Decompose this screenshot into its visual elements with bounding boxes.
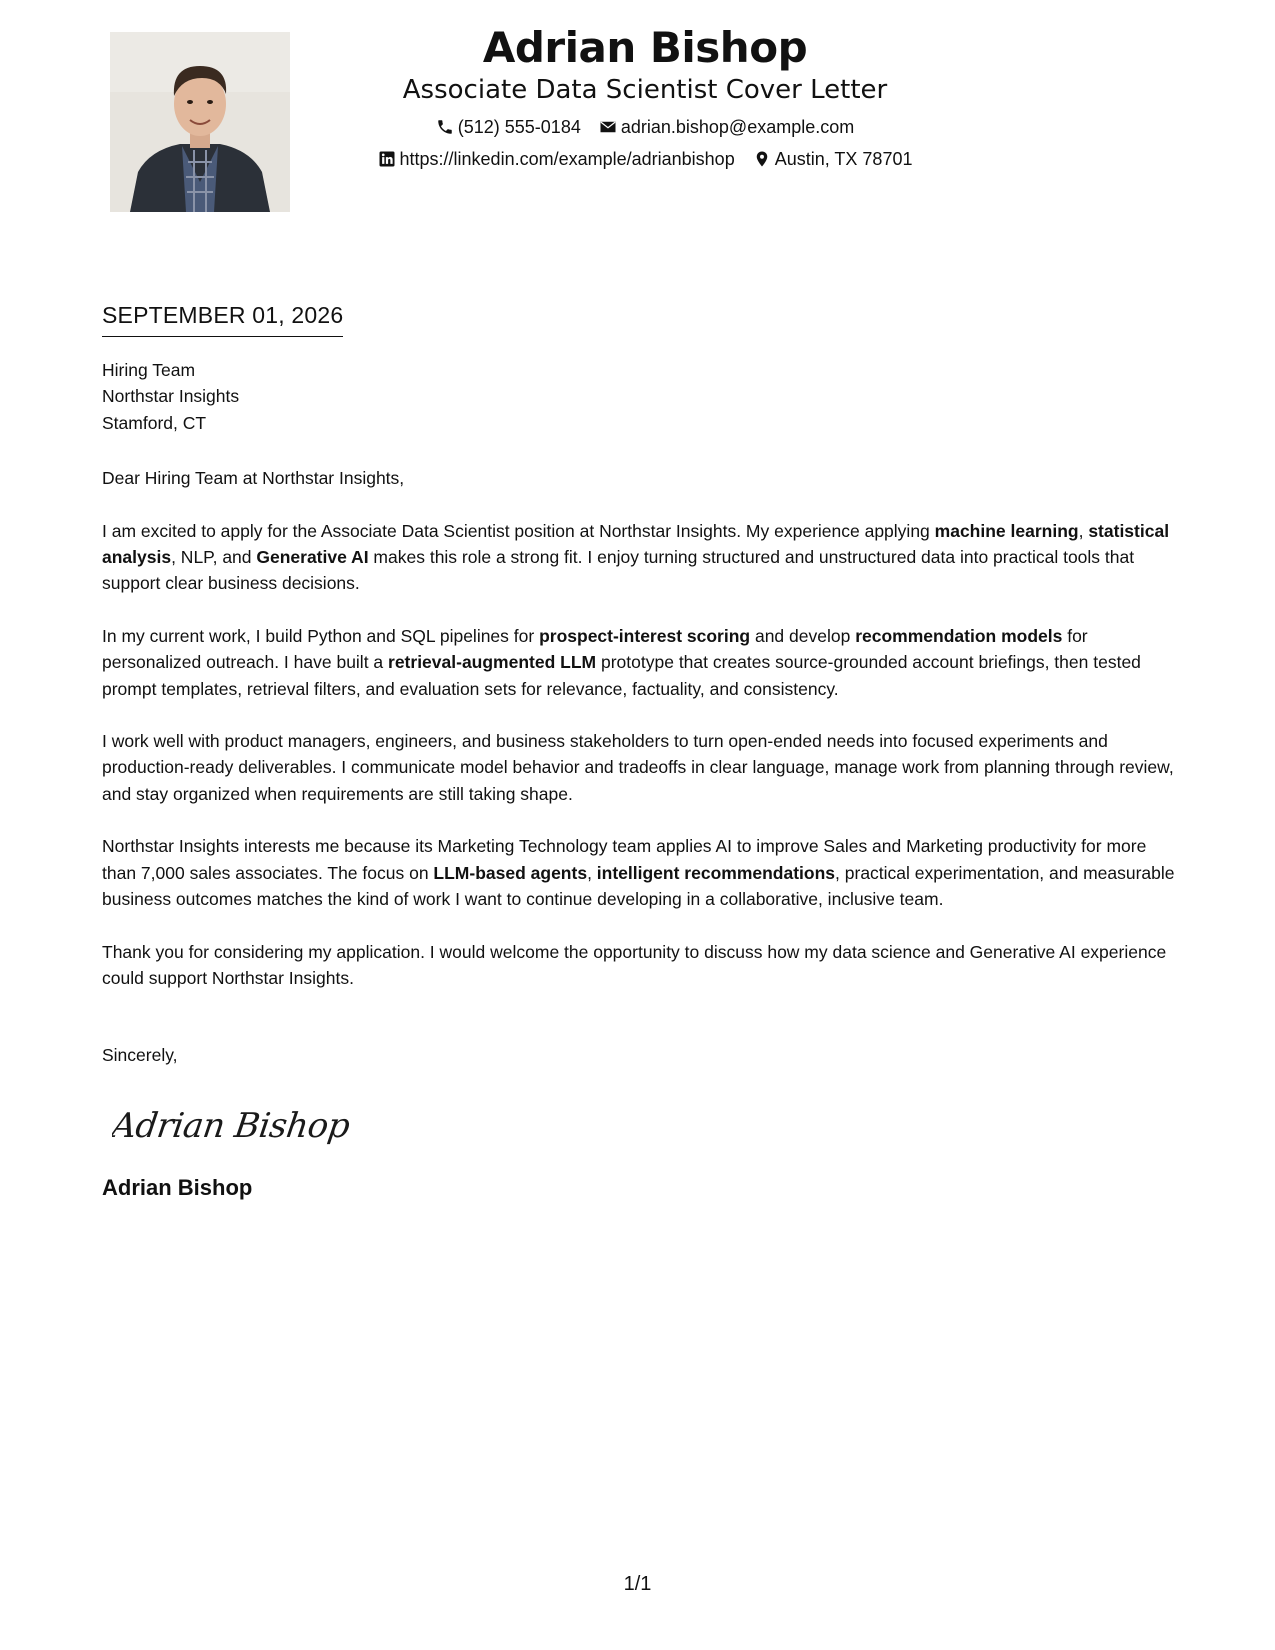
paragraph-text: , NLP, and bbox=[171, 547, 257, 568]
salutation: Dear Hiring Team at Northstar Insights, bbox=[102, 468, 405, 489]
letter-date: SEPTEMBER 01, 2026 bbox=[102, 300, 343, 337]
emphasis-text: prospect-interest scoring bbox=[539, 625, 751, 646]
emphasis-text: machine learning bbox=[934, 520, 1079, 541]
paragraph-text: , bbox=[587, 862, 597, 883]
letter-paragraph bbox=[102, 518, 1182, 597]
letter-header bbox=[340, 22, 950, 170]
recipient-line: Hiring Team bbox=[102, 360, 196, 380]
emphasis-text: intelligent recommendations bbox=[596, 862, 836, 883]
paragraph-text: Thank you for considering my application. I would welcome the opportunity to discuss how my data science and Generative AI experience could support Northstar Insights. bbox=[102, 941, 1167, 988]
profile-photo-image bbox=[110, 32, 290, 212]
letter-body bbox=[102, 300, 1182, 1202]
contact-location bbox=[753, 148, 913, 170]
envelope-icon bbox=[599, 118, 617, 136]
emphasis-text: retrieval-augmented LLM bbox=[388, 652, 597, 673]
applicant-name: Adrian Bishop bbox=[482, 23, 808, 72]
linkedin-link[interactable]: https://linkedin.com/example/adrianbishop bbox=[399, 149, 735, 169]
paragraph-text: , bbox=[1078, 520, 1089, 541]
contact-row-secondary bbox=[340, 148, 950, 170]
closing: Sincerely, bbox=[102, 1045, 178, 1066]
recipient-line: Northstar Insights bbox=[102, 386, 240, 407]
paragraph-text: and develop bbox=[750, 625, 856, 646]
emphasis-text: recommendation models bbox=[855, 625, 1063, 646]
emphasis-text: LLM-based agents bbox=[433, 862, 588, 883]
linkedin-icon bbox=[378, 150, 396, 168]
paragraph-text: for personalized outreach. I have built a bbox=[102, 625, 1088, 673]
letter-paragraph bbox=[102, 833, 1182, 912]
paragraph-text: I work well with product managers, engineers, and business stakeholders to turn open-ended needs into focused experiments and production-ready deliverables. I communicate model behavior and tradeoffs in clear language, manage work from planning through review, and stay organized when requirements are still taking shape. bbox=[102, 731, 1174, 804]
contact-email[interactable] bbox=[599, 116, 854, 138]
letter-paragraph bbox=[102, 939, 1182, 992]
paragraph-text: Northstar Insights interests me because its Marketing Technology team applies AI to improve Sales and Marketing productivity for more than 7,000 sales associates. The focus on bbox=[102, 836, 1147, 883]
recipient-block bbox=[102, 357, 1182, 436]
letter-subtitle: Associate Data Scientist Cover Letter bbox=[402, 75, 888, 105]
letter-paragraph bbox=[102, 728, 1182, 807]
map-marker-icon bbox=[753, 150, 771, 168]
location-text: Austin, TX 78701 bbox=[774, 149, 913, 169]
emphasis-text: statistical analysis bbox=[102, 520, 1170, 568]
phone-icon bbox=[436, 118, 454, 136]
email-link[interactable]: adrian.bishop@example.com bbox=[620, 117, 855, 137]
paragraph-text: In my current work, I build Python and SQL pipelines for bbox=[102, 625, 540, 646]
phone-text: (512) 555-0184 bbox=[457, 117, 581, 137]
letter-paragraphs bbox=[102, 518, 1182, 992]
contact-row-primary bbox=[340, 116, 950, 138]
paragraph-text: prototype that creates source-grounded account briefings, then tested prompt templates, retrieval filters, and evaluation sets for relevance, factuality, and consistency. bbox=[102, 652, 1141, 699]
paragraph-text: , practical experimentation, and measurable business outcomes matches the kind of work I want to continue developing in a collaborative, inclusive team. bbox=[102, 862, 1175, 910]
signed-name: Adrian Bishop bbox=[102, 1175, 253, 1201]
svg-text:Adrian Bishop: Adrian Bishop bbox=[112, 1105, 352, 1146]
contact-linkedin[interactable] bbox=[378, 148, 735, 170]
page-number: 1/1 bbox=[623, 1573, 652, 1595]
handwritten-signature bbox=[112, 1097, 352, 1153]
emphasis-text: Generative AI bbox=[256, 547, 369, 568]
recipient-line: Stamford, CT bbox=[102, 412, 207, 433]
paragraph-text: makes this role a strong fit. I enjoy turning structured and unstructured data into practical tools that support clear business decisions. bbox=[102, 547, 1135, 594]
paragraph-text: I am excited to apply for the Associate Data Scientist position at Northstar Insights. My experience applying bbox=[102, 520, 935, 541]
profile-photo bbox=[110, 32, 290, 212]
contact-phone bbox=[436, 116, 581, 138]
letter-paragraph bbox=[102, 623, 1182, 702]
